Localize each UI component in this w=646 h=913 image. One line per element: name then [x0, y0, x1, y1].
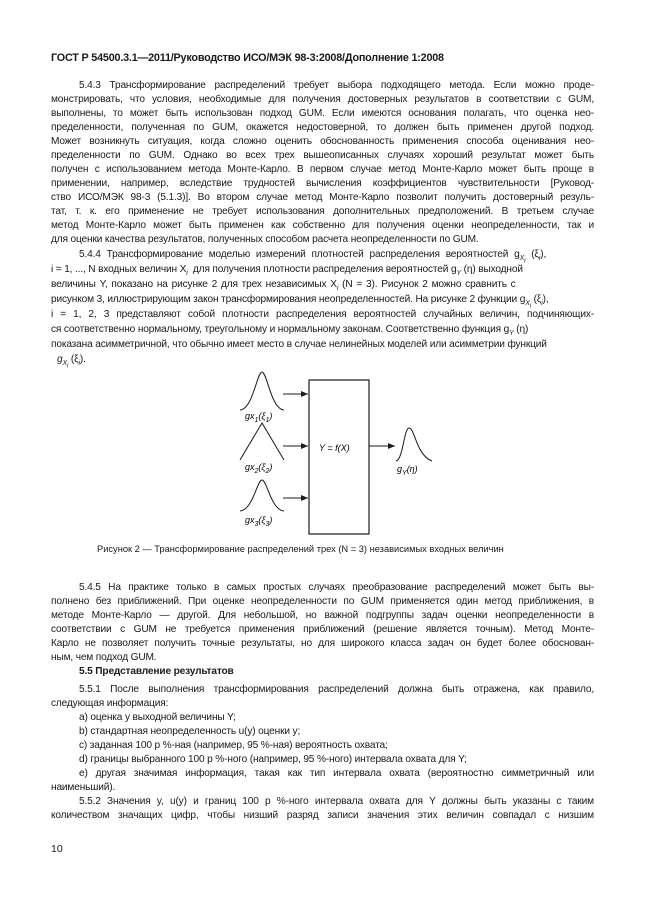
model-box [309, 380, 369, 534]
para-5-4-4-line-6-b: (η) [516, 324, 529, 335]
para-5-4-4-line-2-a: i = 1, ..., N входных величин X [51, 264, 187, 275]
para-5-4-4-sub-x: X [519, 255, 525, 263]
para-5-4-3-line-1: 5.4.3 Трансформирование распределений требует выбора подходящего метода. Если можно проде- [79, 80, 594, 91]
para-5-4-4-line-4-i: i [541, 300, 543, 308]
label-gx1: $gx_1(\xi_1)$ [245, 411, 273, 424]
para-5-4-4-subsub-i: i [524, 258, 526, 265]
para-5-4-5-line-3: методе Монте-Карло — другой. Для небольшой, но важной подгруппы задач оценки неопределенности в [51, 610, 594, 621]
para-5-4-4-line-3-i: i [336, 285, 339, 293]
para-5-4-4-line-5: i = 1, 2, 3 представляют собой плотности распределения вероятностей случайных величин, подчиняющих- [51, 309, 594, 320]
label-gx3: $gx_3(\xi_3)$ [245, 515, 273, 528]
para-5-4-4-line-4-close: ), [542, 294, 549, 305]
para-5-5-1-line-2: следующая информация: [51, 698, 169, 709]
para-5-4-4-line-2-sub: Y [456, 270, 461, 278]
para-5-4-4-line-7: показана асимметричной, что обычно имеет место в случае нелинейных моделей или асимметрии функций [51, 339, 547, 350]
para-5-4-4-line-8-sub: X [62, 360, 68, 368]
para-5-4-3-line-7: получен с использованием метода Монте-Карло. В первом случае метод Монте-Карло может быть проще в [51, 164, 594, 175]
page-number: 10 [51, 843, 63, 855]
para-5-5-2-line-2: количеством значащих цифр, чтобы низший разряд записи значения этих величин совпадал с низшим [51, 810, 594, 821]
input-2-density-curve [240, 423, 284, 460]
para-5-4-4-line-6-sub: Y [509, 330, 514, 338]
para-5-4-3-line-6: пределенности по GUM. Однако во всех трех вышеописанных случаях хороший результат может быть [51, 150, 594, 161]
para-5-4-4-text-1: 5.4.4 Трансформирование моделью измерений плотностей распределения вероятностей g [79, 249, 520, 260]
figure-2-caption: Рисунок 2 — Трансформирование распределений трех (N = 3) независимых входных величин [97, 544, 504, 554]
label-gx2: $gx_2(\xi_2)$ [245, 462, 273, 475]
para-5-4-4-line-8-g: g [57, 354, 63, 365]
para-5-4-4-line-2-c: (η) выходной [463, 264, 523, 275]
para-5-4-3-line-9: ство ИСО/МЭК 98-3 (5.1.3)]. Во втором случае метод Монте-Карло позволит получить достоверный резуль- [51, 192, 594, 203]
para-5-4-4-line-2-i: i [186, 270, 188, 278]
para-5-4-4-line-8-arg: (ξ [70, 354, 79, 365]
para-5-4-5-line-1: 5.4.5 На практике только в самых простых случаях преобразование распределений может быть вы- [79, 582, 594, 593]
para-5-4-3-line-12: для оценки качества результатов, полученных способом расчета неопределенности по GUM. [51, 234, 479, 245]
para-5-4-4-line-6-a: ся соответственно нормальному, треугольному и нормальному законам. Соответственно функция g [51, 324, 510, 335]
list-item-e-line-2: наименьший). [51, 782, 116, 793]
output-density-curve [396, 428, 432, 461]
para-5-4-5-line-5: Карло не позволяет получить точные результаты, но для широкого класса задач он будет более обоснован- [51, 638, 594, 649]
para-5-4-3-line-10: тат, т. к. его применение не требует использования дополнительных предположений. В третьем случае [51, 206, 594, 217]
para-5-4-4-line-8-subsub: i [67, 363, 69, 370]
list-item-d: d) границы выбранного 100 p %-ного (например, 95 %-ного) интервала охвата для Y; [79, 754, 467, 765]
input-1-density-curve [240, 372, 284, 410]
para-5-4-3-line-4: пределенности, полученная по GUM, окажется недостоверной, то должен быть применен другой подход. [51, 122, 594, 133]
para-5-4-5-line-2: полнено без приближений. При оценке неопределенности по GUM применяется один метод приближения, в [51, 596, 594, 607]
para-5-4-4-arg-i: i [538, 255, 541, 263]
input-3-density-curve [240, 480, 284, 511]
para-5-4-5-line-4: соответствии с GUM не требуется применения приближений (решение является точным). Метод Монте- [51, 624, 594, 635]
para-5-4-3-line-8: применении, например, вследствие трудностей вычисления коэффициентов чувствительности [Руковод- [51, 178, 594, 189]
para-5-4-4-line-8-close: ). [79, 354, 86, 365]
para-5-4-4-line-4-a: рисунком 3, иллюстрирующим закон трансформирования неопределенностей. На рисунке 2 функции g [51, 294, 526, 305]
list-item-e-line-1: e) другая значимая информация, такая как тип интервала охвата (вероятностно симметричный или [79, 768, 594, 779]
section-5-5-title: 5.5 Представление результатов [79, 666, 234, 677]
para-5-4-4-line-4-subsub: i [529, 303, 531, 310]
para-5-5-1-line-1: 5.5.1 После выполнения трансформирования распределений должна быть отражена, как правило, [79, 684, 594, 695]
para-5-4-4-close: ), [540, 249, 547, 260]
para-5-4-4-line-2-b: для получения плотности распределения вероятностей g [192, 264, 457, 275]
para-5-4-3-line-5: Может возникнуть ситуация, когда сложно оценить обоснованность применения способа оценивания нео- [51, 136, 594, 147]
para-5-4-3-line-2: монстрировать, что условия, необходимые для получения достоверных результатов в соответствии с GUM, [51, 94, 594, 105]
para-5-4-4-line-4-sub: X [525, 300, 530, 308]
para-5-4-4-line-4-arg: (ξ [533, 294, 542, 305]
para-5-4-3-line-3: выполнены, то может быть использован подход GUM. Если имеются основания полагать, что оценка нео- [51, 108, 594, 119]
list-item-c: c) заданная 100 p %-ная (например, 95 %-ная) вероятность охвата; [79, 740, 388, 751]
label-model: Y = f(X) [319, 443, 350, 453]
list-item-b: b) стандартная неопределенность u(y) оценки y; [79, 726, 301, 737]
para-5-4-4-line-8-i: i [78, 360, 80, 368]
list-item-a: a) оценка y выходной величины Y; [79, 712, 236, 723]
para-5-4-4-arg: (ξ [531, 249, 539, 260]
para-5-4-3-line-11: метод Монте-Карло может быть применен как собственно для получения оценки неопределенности, так и [51, 220, 594, 231]
label-gy: $g_Y(\eta)$ [397, 464, 418, 477]
document-header: ГОСТ Р 54500.3.1—2011/Руководство ИСО/МЭК 98-3:2008/Дополнение 1:2008 [51, 52, 444, 64]
para-5-5-2-line-1: 5.5.2 Значения y, u(y) и границ 100 p %-ного интервала охвата для Y должны быть указаны с таким [79, 796, 594, 807]
para-5-4-4-line-3-b: (N = 3). Рисунок 2 можно сравнить с [342, 279, 516, 290]
para-5-4-5-line-6: ным, чем подход GUM. [51, 652, 157, 663]
para-5-4-4-line-3-a: величины Y, показано на рисунке 2 для трех независимых X [51, 279, 337, 290]
